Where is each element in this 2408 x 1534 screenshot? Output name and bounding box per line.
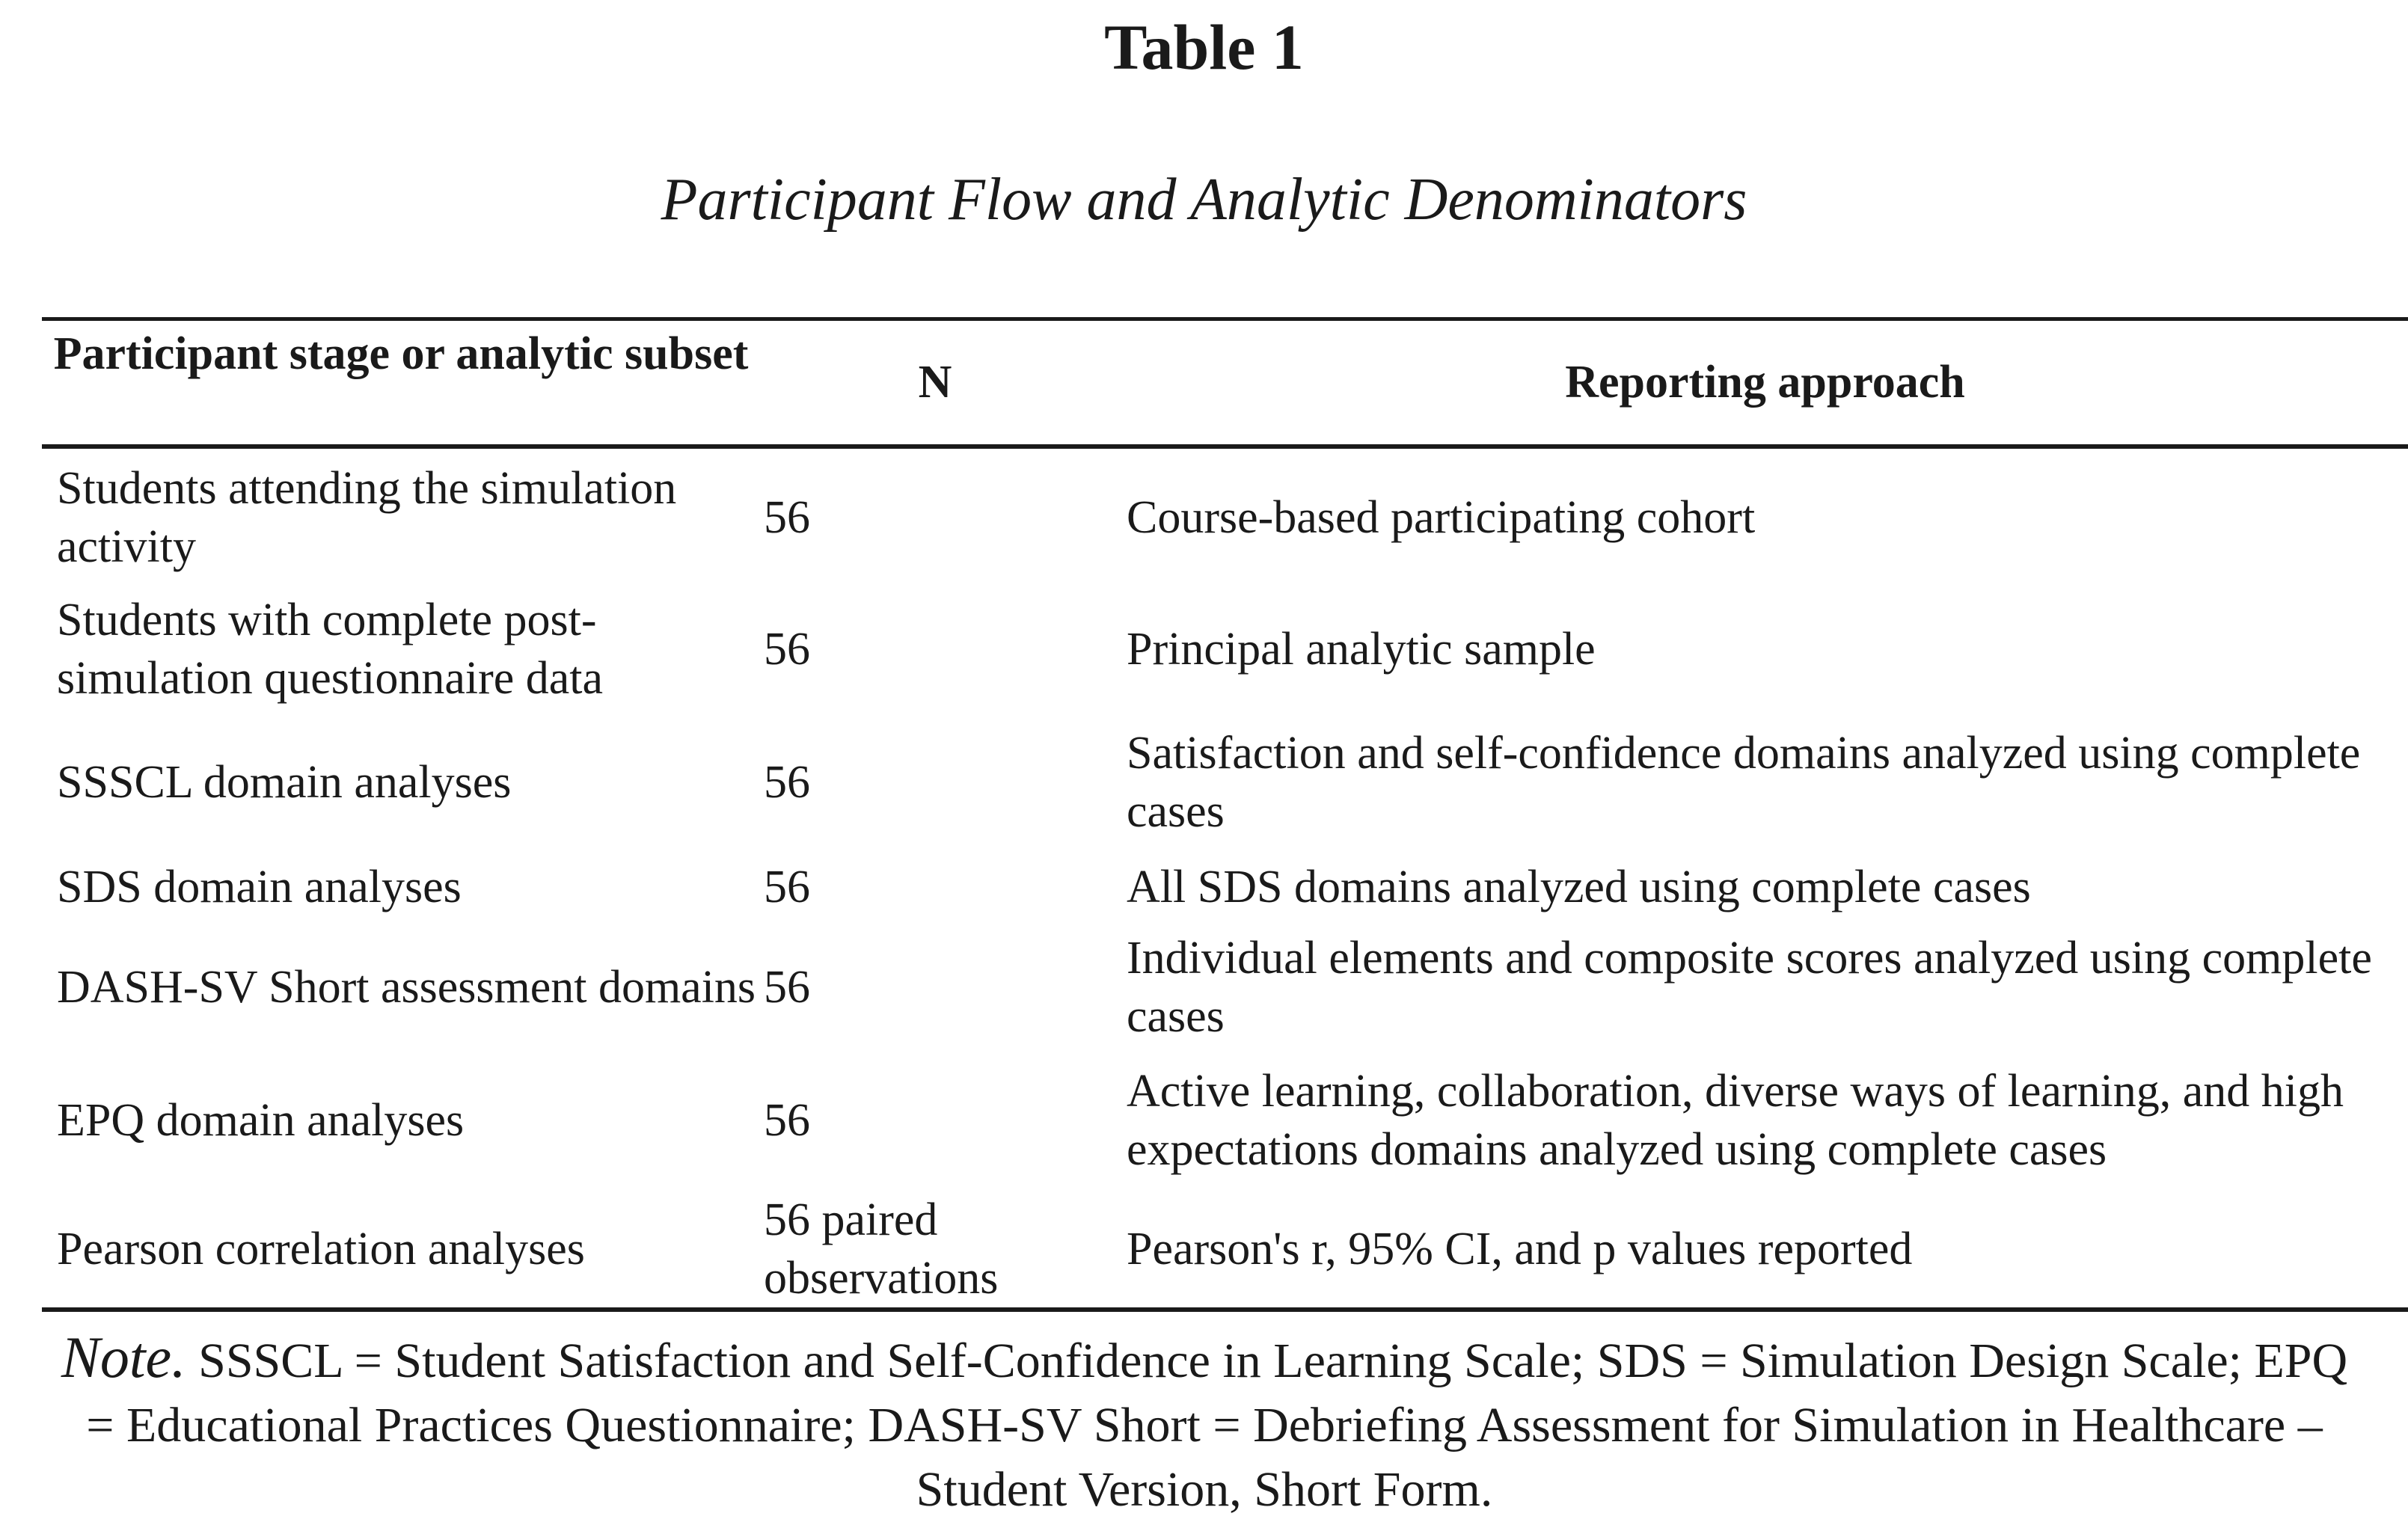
header-approach: Reporting approach — [1565, 357, 1965, 408]
cell-approach: Individual elements and composite scores analyzed using complete cases — [1127, 933, 2372, 1042]
table-row — [42, 927, 2408, 1047]
cell-n: 56 — [764, 1095, 810, 1146]
cell-stage: SSSCL domain analyses — [57, 757, 512, 808]
cell-approach: All SDS domains analyzed using complete cases — [1127, 862, 2031, 912]
cell-approach: Course-based participating cohort — [1127, 492, 1756, 543]
table-header-rule — [42, 444, 2408, 449]
cell-stage: SDS domain analyses — [57, 862, 462, 912]
header-stage: Participant stage or analytic subset — [53, 328, 749, 379]
table-row — [42, 856, 2408, 918]
table-subtitle: Participant Flow and Analytic Denominators — [661, 167, 1747, 233]
header-n: N — [918, 357, 952, 408]
cell-n: 56 — [764, 624, 810, 675]
cell-n: 56 — [764, 492, 810, 543]
cell-n: 56 — [764, 862, 810, 912]
cell-stage: Pearson correlation analyses — [57, 1224, 585, 1274]
cell-approach: Principal analytic sample — [1127, 624, 1596, 675]
cell-stage: Students with complete post-simulation questionnaire data — [57, 595, 604, 704]
table-row — [42, 722, 2408, 842]
note-text: SSSCL = Student Satisfaction and Self-Confidence in Learning Scale; SDS = Simulation Design Scale; EPQ = Educational Practices Questionnaire; DASH-SV Short = Debriefing Assessment for Simulation in Healthcare – Student Version, Short Form. — [86, 1334, 2348, 1517]
cell-approach: Pearson's r, 95% CI, and p values reported — [1127, 1224, 1913, 1274]
table-title: Table 1 — [1104, 11, 1304, 83]
cell-approach: Active learning, collaboration, diverse ways of learning, and high expectations domains analyzed using complete cases — [1127, 1066, 2344, 1175]
table-row — [42, 1061, 2408, 1180]
cell-stage: Students attending the simulation activity — [57, 463, 677, 572]
cell-n: 56 — [764, 962, 810, 1013]
table-row — [42, 458, 2408, 577]
table-top-rule — [42, 317, 2408, 321]
cell-approach: Satisfaction and self-confidence domains analyzed using complete cases — [1127, 728, 2361, 837]
cell-n: 56 paired observations — [764, 1194, 999, 1304]
table-row — [42, 589, 2408, 709]
table-note — [45, 1325, 2364, 1522]
cell-n: 56 — [764, 757, 810, 808]
note-label: Note. — [61, 1325, 186, 1390]
table-bottom-rule — [42, 1307, 2408, 1312]
cell-stage: DASH-SV Short assessment domains — [57, 962, 756, 1013]
table-row — [42, 1189, 2408, 1309]
cell-stage: EPQ domain analyses — [57, 1095, 465, 1146]
